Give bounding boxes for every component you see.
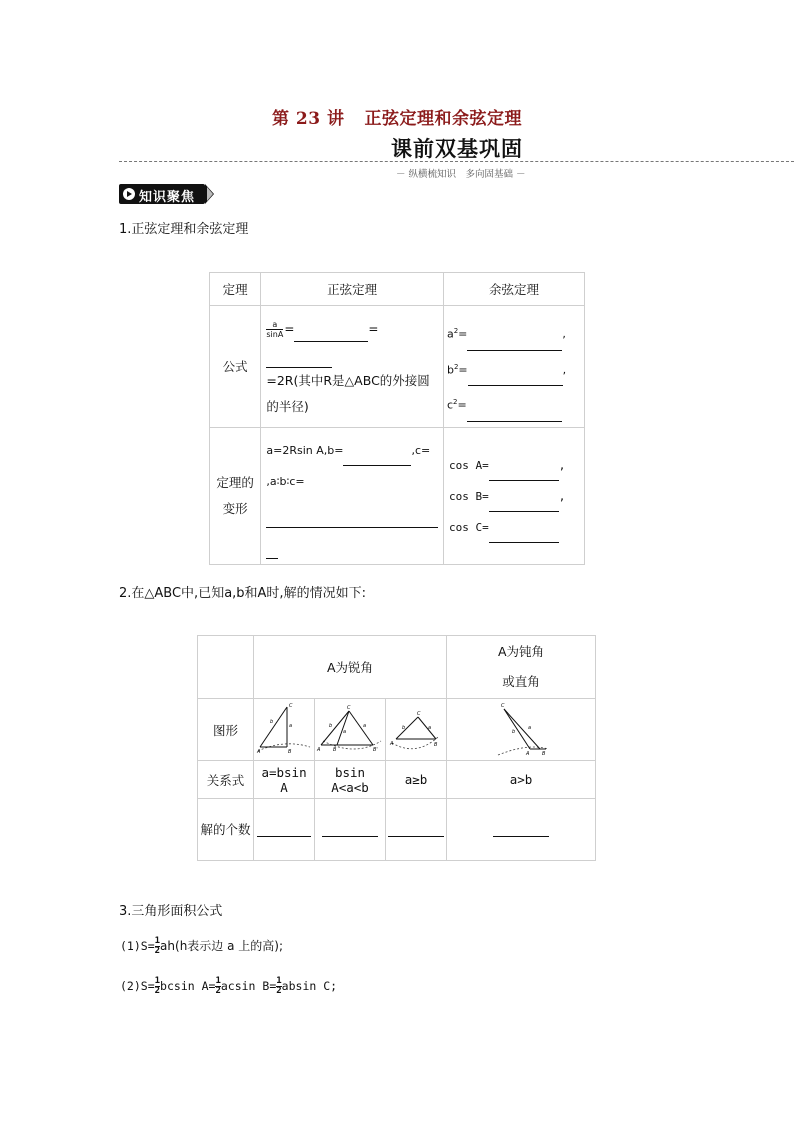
svg-text:b: b xyxy=(329,723,333,729)
badge-label: 知识聚焦 xyxy=(139,190,196,205)
blank[interactable] xyxy=(322,824,378,837)
svg-text:b: b xyxy=(270,719,274,725)
row-count-label: 解的个数 xyxy=(198,799,254,861)
svg-text:b: b xyxy=(402,725,406,731)
obtuse-figure xyxy=(448,699,594,757)
row-figure-label: 图形 xyxy=(198,699,254,761)
section-subtitle: － 纵横梳知识 多向固基础 － xyxy=(396,169,526,180)
svg-text:B': B' xyxy=(373,747,378,753)
sine-variant-cell: a=2Rsin A,b= ,c= ,a∶b∶c= xyxy=(261,427,444,564)
two-solution-figure xyxy=(315,699,385,757)
svg-text:a: a xyxy=(363,723,367,729)
obtuse-header: A为钝角 或直角 xyxy=(447,636,596,699)
sine-formula-cell: $\frac{a}{\sin A}$ = = =2R(其中R是△ABC的外接圆的半径) xyxy=(261,306,444,428)
header-cosine: 余弦定理 xyxy=(443,273,584,306)
relation-case4: a>b xyxy=(447,761,596,799)
blank[interactable] xyxy=(266,546,278,559)
theorem-table xyxy=(209,272,585,565)
cosine-formula-cell: $a^2=$ , $b^2=$ , $c^2=$ xyxy=(443,306,584,428)
blank[interactable] xyxy=(468,373,563,386)
sine-formula-tail: =2R(其中R是△ABC的外接圆的半径) xyxy=(266,373,430,415)
area-formula-1: (1)S= $\frac{1}{2}ah(h$表示边 a 上的高); xyxy=(120,936,284,956)
figure-case2 xyxy=(315,699,386,761)
blank[interactable] xyxy=(489,499,559,512)
svg-text:A: A xyxy=(317,747,321,753)
blank[interactable] xyxy=(343,453,411,466)
svg-text:B: B xyxy=(288,749,292,755)
relation-case3: a≥b xyxy=(386,761,447,799)
figure-case3 xyxy=(386,699,447,761)
svg-text:A: A xyxy=(390,741,394,747)
svg-text:A: A xyxy=(526,751,530,757)
section-title: 课前双基巩固 xyxy=(391,136,523,161)
svg-text:a: a xyxy=(528,725,532,731)
item3-heading: 3.三角形面积公式 xyxy=(119,904,223,919)
svg-text:A: A xyxy=(257,749,261,755)
blank[interactable] xyxy=(493,824,549,837)
blank[interactable] xyxy=(266,515,438,528)
svg-text:a: a xyxy=(289,723,293,729)
svg-text:b: b xyxy=(512,729,516,735)
lecture-title xyxy=(0,104,794,129)
blank[interactable] xyxy=(467,338,562,351)
lecture-topic: 正弦定理和余弦定理 xyxy=(364,109,522,129)
header-divider xyxy=(119,161,794,162)
count-case2 xyxy=(315,799,386,861)
blank[interactable] xyxy=(388,824,444,837)
svg-text:B: B xyxy=(434,742,438,748)
blank[interactable] xyxy=(294,329,368,342)
acute-header: A为锐角 xyxy=(254,636,447,699)
svg-text:C: C xyxy=(417,711,421,717)
area-formula-2: (2)S= $\frac{1}{2}bcsin$ A= $\frac{1}{2}acsin$ B= $\frac{1}{2}absin$ C; xyxy=(120,976,338,996)
svg-text:a: a xyxy=(343,729,347,735)
cosine-variant-cell: cos A= , cos B= , cos C= xyxy=(443,427,584,564)
blank[interactable] xyxy=(257,824,311,837)
blank[interactable] xyxy=(266,355,332,368)
figure-case1 xyxy=(254,699,315,761)
row-formula-label: 公式 xyxy=(210,306,261,428)
figure-case4 xyxy=(447,699,596,761)
svg-text:C: C xyxy=(501,703,505,709)
header-sine: 正弦定理 xyxy=(261,273,444,306)
item2-heading: 2.在△ABC中,已知a,b和A时,解的情况如下: xyxy=(119,586,366,601)
blank[interactable] xyxy=(489,468,559,481)
svg-text:B: B xyxy=(542,751,546,757)
play-icon xyxy=(123,188,135,200)
item1-heading: 1.正弦定理和余弦定理 xyxy=(119,222,249,237)
blank[interactable] xyxy=(467,409,562,422)
row-variant-label: 定理的变形 xyxy=(210,427,261,564)
sine-fraction: $\frac{a}{\sin A}$ xyxy=(266,320,284,340)
knowledge-badge xyxy=(119,184,215,204)
corner-cell xyxy=(198,636,254,699)
right-triangle-figure xyxy=(254,699,314,757)
count-case3 xyxy=(386,799,447,861)
svg-text:C: C xyxy=(347,705,351,711)
relation-case1: a=bsin A xyxy=(254,761,315,799)
one-solution-figure xyxy=(386,699,446,757)
svg-text:C: C xyxy=(289,703,293,709)
header-theorem: 定理 xyxy=(210,273,261,306)
count-case4 xyxy=(447,799,596,861)
relation-case2: bsin A<a<b xyxy=(315,761,386,799)
row-relation-label: 关系式 xyxy=(198,761,254,799)
blank[interactable] xyxy=(489,530,559,543)
count-case1 xyxy=(254,799,315,861)
svg-text:B: B xyxy=(333,747,337,753)
lecture-number: 第 23 讲 xyxy=(272,109,345,129)
svg-text:a: a xyxy=(428,725,432,731)
solution-cases-table xyxy=(197,635,596,861)
